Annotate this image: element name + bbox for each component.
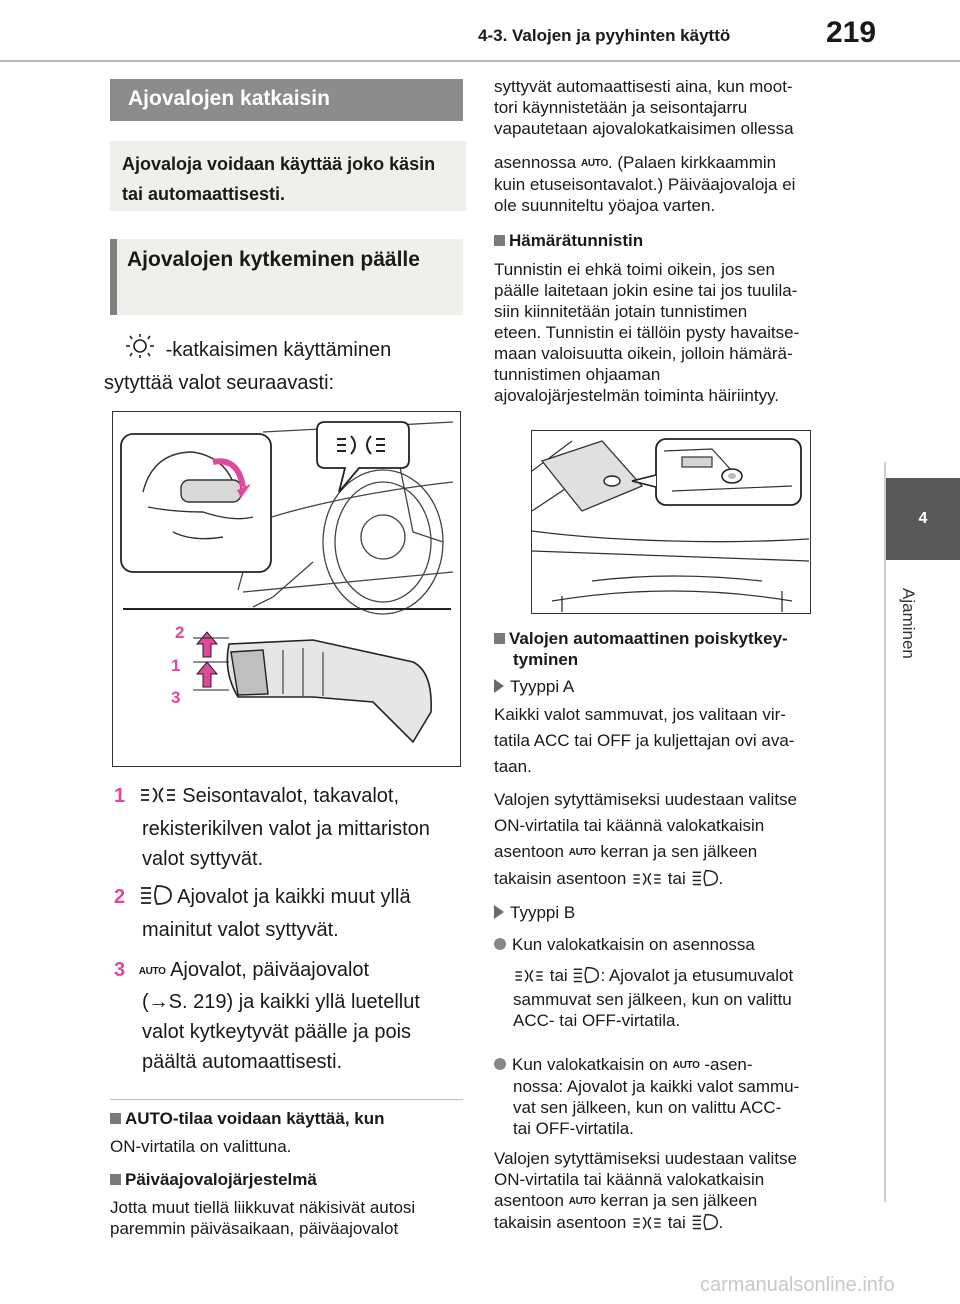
auto-off-note: Valojen automaattinen poiskytkey- tyminen (494, 628, 854, 670)
sensor-note: Hämärätunnistin Tunnistin ei ehkä toimi oikein, jos sen päälle laitetaan jokin esine tai jos tuulila- siin kiinnitetään jotain tunnistimen eteen. Tunnistin ei tällöin pysty havaitse- maan valoisuutta oikein, jolloin hämärä- tunnistimen ohjaaman ajovalojärjestelmän toiminta häiriintyy. (494, 231, 800, 405)
drl-continued-2: asennossa AUTO. (Palaen kirkkaammin kuin etuseisontavalot.) Päiväajovaloja ei ole suunniteltu yöajoa varten. (494, 153, 796, 215)
fig-label-2: 2 (175, 623, 185, 642)
parking-light-icon (139, 784, 177, 814)
watermark: carmanualsonline.info (700, 1274, 895, 1296)
parking-light-icon (513, 968, 545, 989)
sub-section-title: Ajovalojen kytkeminen päälle (110, 239, 463, 315)
auto-symbol: AUTO (138, 966, 166, 977)
header-title: 4-3. Valojen ja pyyhinten käyttö (478, 26, 731, 45)
lead-text: -katkaisimen käyttäminen sytyttää valot seuraavasti: (120, 333, 460, 398)
headlight-icon (139, 884, 173, 915)
parking-light-icon (631, 869, 663, 895)
type-b-item-1: Kun valokatkaisin on asennossa tai : Ajovalot ja etusumuvalot sammuvat sen jälkeen, kun on valittu ACC- tai OFF-virtatila. (494, 934, 854, 1031)
type-a-text: Kaikki valot sammuvat, jos valitaan vir- tatila ACC tai OFF ja kuljettajan ovi ava- taan. (494, 705, 795, 776)
note-drl: Päiväajovalojärjestelmä Jotta muut tiellä liikkuvat näkisivät autosi paremmin päiväsaikaan, päiväajovalot (110, 1170, 416, 1238)
fig-label-1: 1 (171, 656, 181, 675)
fig-label-3: 3 (171, 688, 181, 707)
headlight-icon (691, 1213, 719, 1236)
figure-light-switch (112, 411, 461, 767)
drl-continued: syttyvät automaattisesti aina, kun moot- tori käynnistetään ja seisontajarru vapautetaan ajovalokatkaisimen ollessa (494, 77, 794, 138)
headlight-icon (572, 966, 600, 989)
list-item-1: 1 Seisontavalot, takavalot, rekisterikilven valot ja mittariston valot syttyvät. (114, 785, 430, 870)
header-rule (0, 60, 960, 62)
sun-icon (120, 333, 160, 368)
chapter-tab[interactable]: 4 (886, 478, 960, 560)
type-b-item-2: Kun valokatkaisin on AUTO -asen- nossa: Ajovalot ja kaikki valot sammu- vat sen jälkeen, kun on valittu ACC- tai OFF-virtatila. (494, 1054, 854, 1139)
headlight-icon (691, 869, 719, 895)
list-item-2: 2 Ajovalot ja kaikki muut yllä mainitut valot syttyvät. (114, 886, 411, 941)
list-item-3: 3 AUTO Ajovalot, päiväajovalot (→S. 219) ja kaikki yllä luetellut valot kytkeytyvät päälle ja pois päältä automaattisesti. (114, 959, 420, 1073)
parking-light-icon (631, 1215, 663, 1236)
type-b-header: Tyyppi B (494, 902, 854, 923)
type-b-relight: Valojen sytyttämiseksi uudestaan valitse ON-virtatila tai käännä valokatkaisin asentoon AUTO kerran ja sen jälkeen takaisin asentoon tai . (494, 1148, 854, 1236)
notes-divider (110, 1099, 463, 1100)
intro-box: Ajovaloja voidaan käyttää joko käsin tai automaattisesti. (110, 141, 466, 211)
page-number: 219 (826, 16, 877, 49)
figure-light-sensor (531, 430, 811, 614)
note-auto-mode: AUTO-tilaa voidaan käyttää, kun ON-virtatila on valittuna. (110, 1109, 385, 1156)
side-divider (884, 462, 886, 1202)
section-title: Ajovalojen katkaisin (110, 79, 463, 121)
chapter-label: Ajaminen (899, 588, 918, 659)
type-a-header: Tyyppi A (494, 676, 854, 697)
type-a-relight: Valojen sytyttämiseksi uudestaan valitse ON-virtatila tai käännä valokatkaisin asentoon AUTO kerran ja sen jälkeen takaisin asentoon tai . (494, 787, 854, 895)
